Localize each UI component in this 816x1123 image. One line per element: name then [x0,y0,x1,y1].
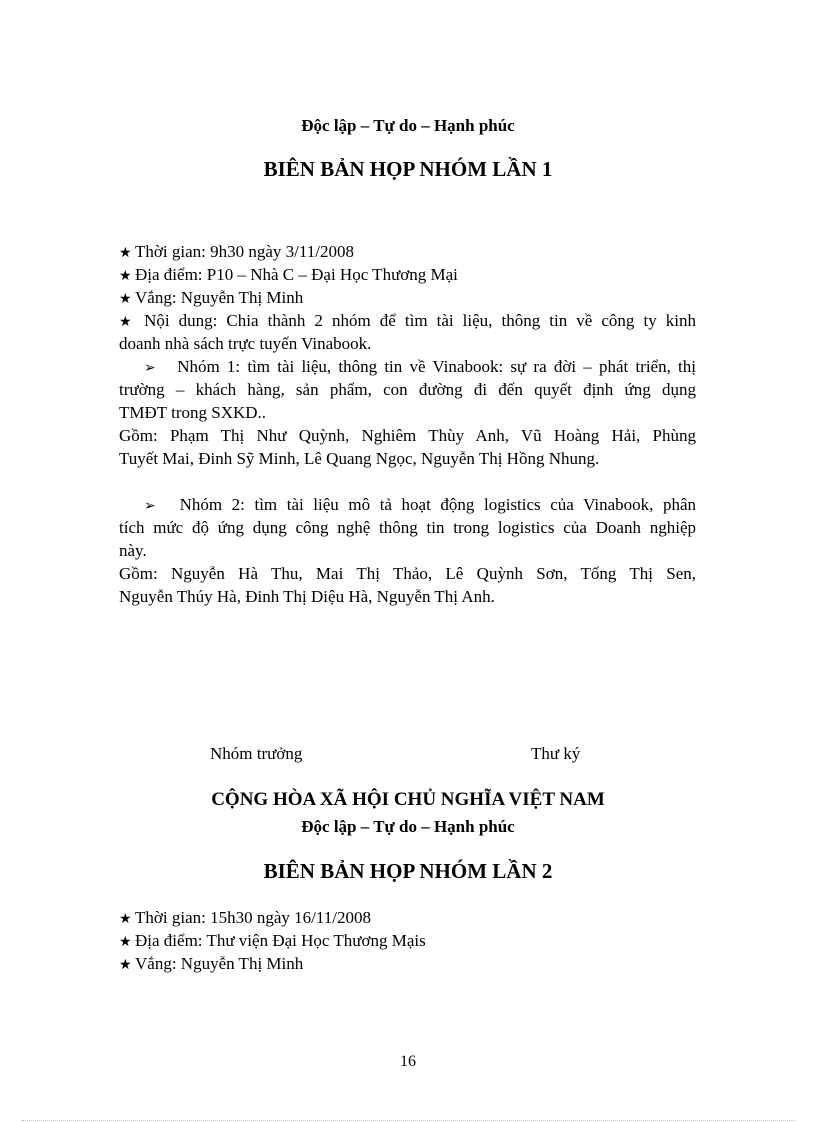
time-text: Thời gian: 15h30 ngày 16/11/2008 [135,908,371,927]
star-icon: ★ [119,246,132,261]
page-number: 16 [400,1053,416,1070]
star-icon: ★ [119,958,132,973]
time-item [119,906,696,929]
star-icon: ★ [119,315,132,330]
group2-line [119,493,696,516]
place-item [119,929,696,952]
nation-heading: CỘNG HÒA XÃ HỘI CHỦ NGHĨA VIỆT NAM [211,789,605,810]
arrow-right-icon: ➢ [144,499,156,514]
minutes-title-2: BIÊN BẢN HỌP NHÓM LẦN 2 [263,859,553,883]
time-item [119,240,696,263]
group1-block [119,355,696,470]
group1-members: Gồm: Phạm Thị Như Quỳnh, Nghiêm Thùy Anh, Vũ Hoàng Hải, Phùng [119,426,696,445]
motto-heading-2: Độc lập – Tự do – Hạnh phúc [301,817,515,836]
arrow-right-icon: ➢ [144,361,156,376]
absent-text: Vắng: Nguyễn Thị Minh [135,288,304,307]
group1-members: Tuyết Mai, Đinh Sỹ Minh, Lê Quang Ngọc, Nguyễn Thị Hồng Nhung. [119,449,600,468]
absent-text: Vắng: Nguyễn Thị Minh [135,954,304,973]
star-icon: ★ [119,269,132,284]
group1-line: TMĐT trong SXKD.. [119,403,267,422]
group1-line [119,355,696,378]
content-text: Nội dung: Chia thành 2 nhóm để tìm tài liệu, thông tin về công ty kinh [144,311,697,330]
group2-line: này. [119,541,147,560]
secretary-signature: Thư ký [531,744,581,763]
group2-text: Nhóm 2: tìm tài liệu mô tả hoạt động logistics của Vinabook, phân [179,495,696,514]
content-continuation: doanh nhà sách trực tuyến Vinabook. [119,334,372,353]
group1-line: trường – khách hàng, sản phẩm, con đường đi đến quyết định ứng dụng [119,380,696,399]
content-item [119,309,696,332]
motto-heading: Độc lập – Tự do – Hạnh phúc [301,116,515,135]
minutes-title-1: BIÊN BẢN HỌP NHÓM LẦN 1 [263,157,553,181]
group-leader-signature: Nhóm trưởng [210,744,303,763]
place-text: Địa điểm: P10 – Nhà C – Đại Học Thương Mại [135,265,458,284]
time-text: Thời gian: 9h30 ngày 3/11/2008 [135,242,354,261]
group2-line: tích mức độ ứng dụng công nghệ thông tin trong logistics của Doanh nghiệp [119,518,696,537]
star-icon: ★ [119,935,132,950]
absent-item [119,286,696,309]
meeting2-details [119,906,696,975]
place-text: Địa điểm: Thư viện Đại Học Thương Mạis [135,931,426,950]
place-item [119,263,696,286]
group2-block [119,493,696,608]
page-bottom-divider [22,1120,794,1121]
group1-text: Nhóm 1: tìm tài liệu, thông tin về Vinabook: sự ra đời – phát triển, thị [177,357,697,376]
group2-members: Nguyễn Thúy Hà, Đinh Thị Diệu Hà, Nguyễn Thị Anh. [119,587,495,606]
absent-item [119,952,696,975]
meeting1-details [119,240,696,355]
star-icon: ★ [119,912,132,927]
star-icon: ★ [119,292,132,307]
group2-members: Gồm: Nguyễn Hà Thu, Mai Thị Thảo, Lê Quỳnh Sơn, Tống Thị Sen, [119,564,696,583]
